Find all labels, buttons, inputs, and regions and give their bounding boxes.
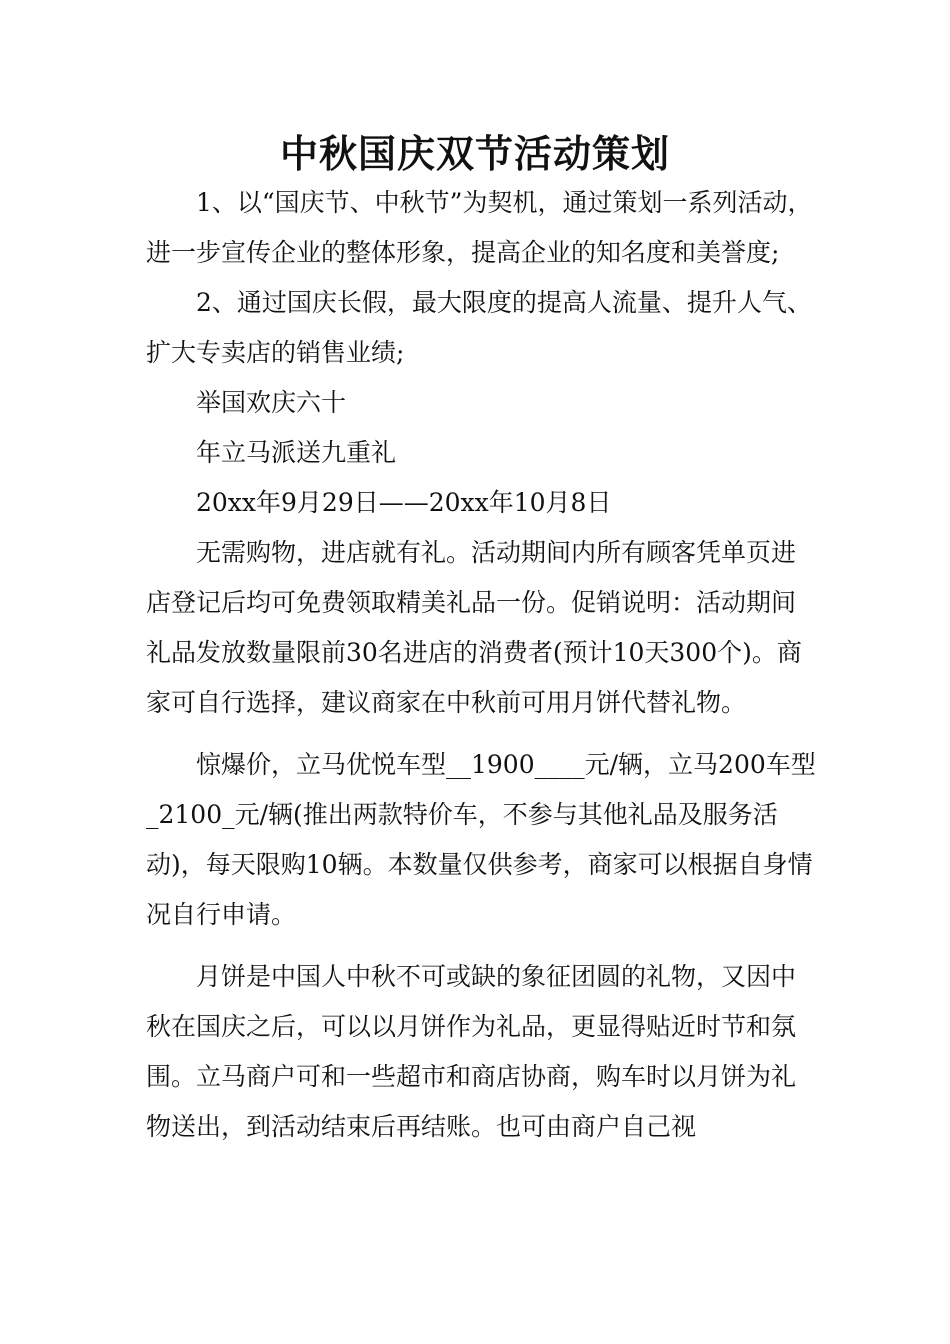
document-title: 中秋国庆双节活动策划 bbox=[279, 131, 670, 176]
paragraph-mooncake: 月饼是中国人中秋不可或缺的象征团圆的礼物，又因中秋在国庆之后，可以以月饼作为礼品，更显得贴近时节和氛围。立马商户可和一些超市和商店协商，购车时以月饼为礼物送出，到活动结束后再结账。也可由商户自己视 bbox=[146, 962, 797, 1141]
paragraph-objective-2: 2、通过国庆长假，最大限度的提高人流量、提升人气、扩大专卖店的销售业绩; bbox=[146, 288, 812, 367]
paragraph-date-range: 20xx年9月29日——20xx年10月8日 bbox=[196, 488, 612, 517]
paragraph-theme-line-1: 举国欢庆六十 bbox=[196, 388, 347, 417]
paragraph-objective-1: 1、以“国庆节、中秋节”为契机，通过策划一系列活动，进一步宣传企业的整体形象，提高企业的知名度和美誉度; bbox=[146, 188, 813, 267]
document-body bbox=[146, 178, 816, 1152]
paragraph-gift-offer: 无需购物，进店就有礼。活动期间内所有顾客凭单页进店登记后均可免费领取精美礼品一份。促销说明：活动期间礼品发放数量限前30名进店的消费者(预计10天300个)。商家可自行选择，建议商家在中秋前可用月饼代替礼物。 bbox=[146, 538, 802, 717]
paragraph-special-price: 惊爆价，立马优悦车型__1900____元/辆，立马200车型_2100_元/辆(推出两款特价车，不参与其他礼品及服务活动)，每天限购10辆。本数量仅供参考，商家可以根据自身情况自行申请。 bbox=[146, 750, 816, 929]
paragraph-theme-line-2: 年立马派送九重礼 bbox=[196, 438, 397, 467]
